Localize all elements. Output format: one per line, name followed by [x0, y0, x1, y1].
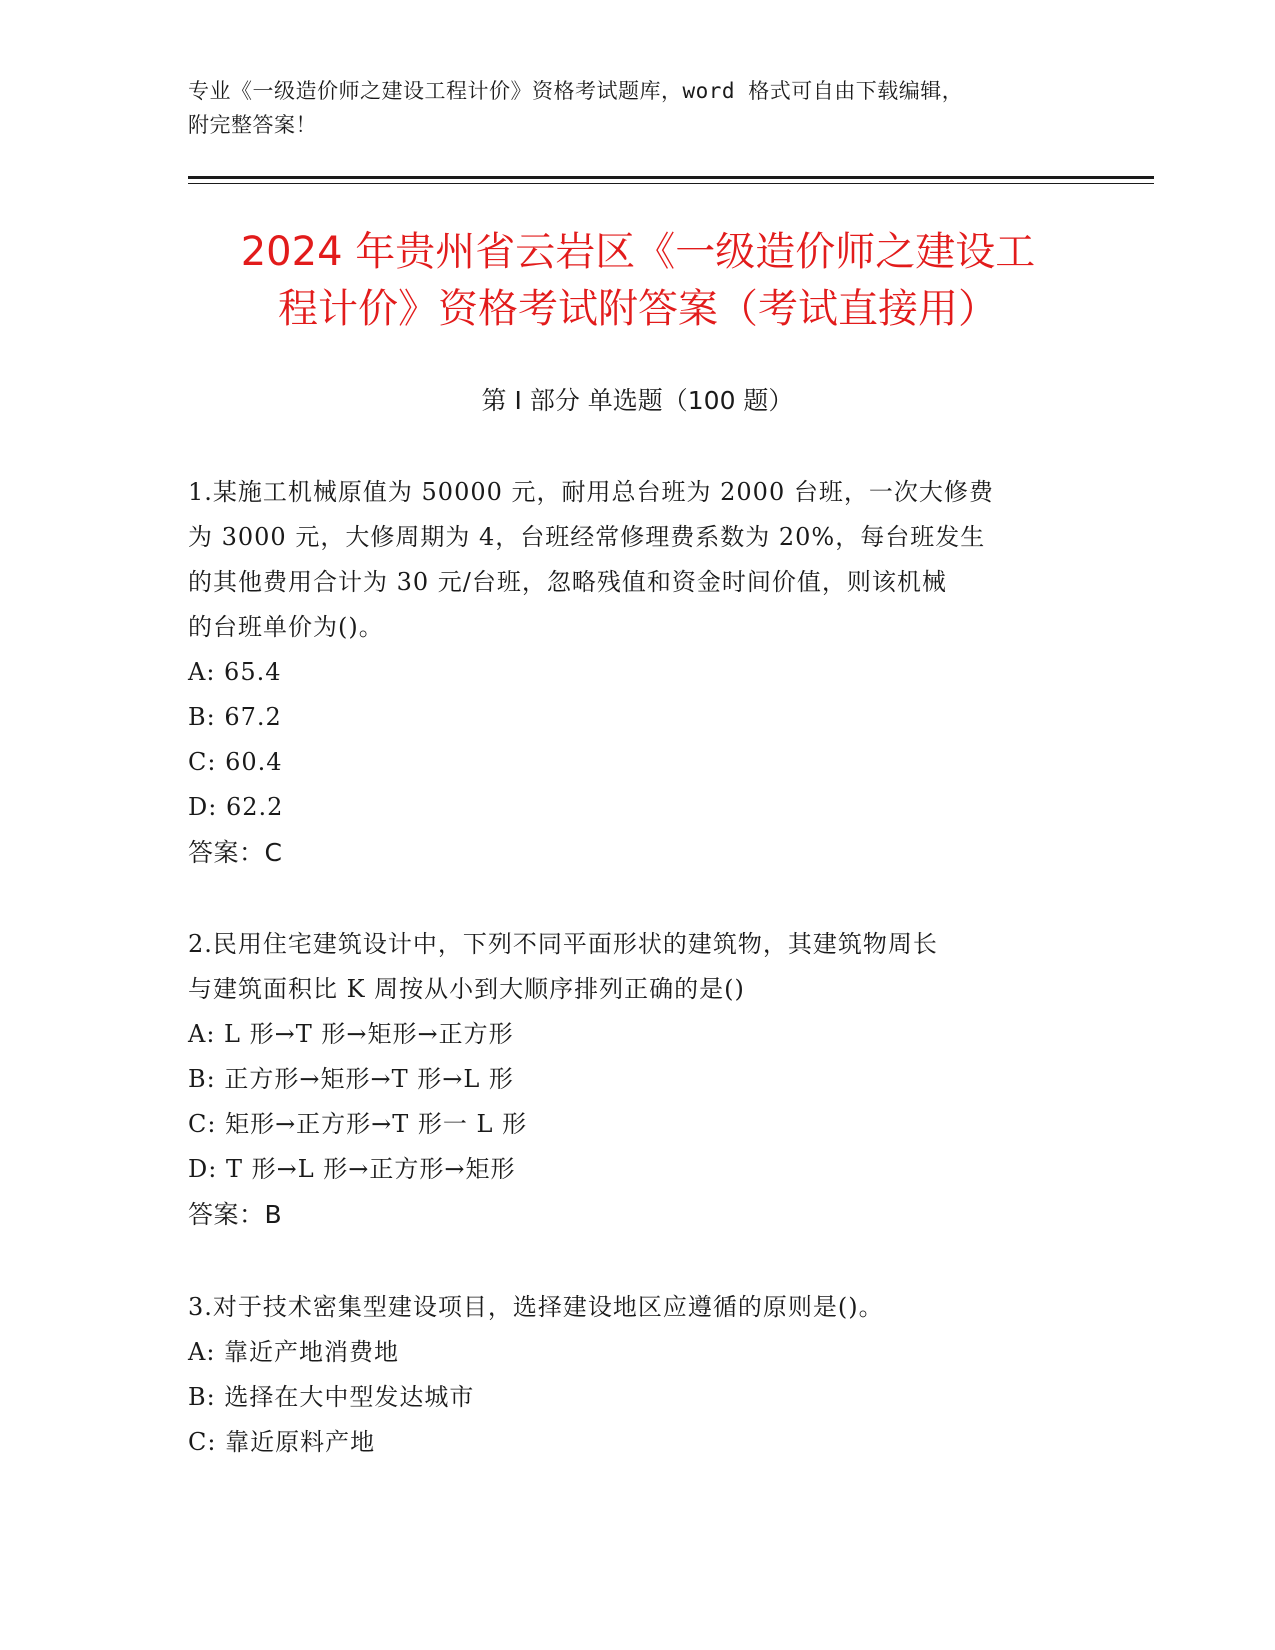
answer: 答案：C: [188, 838, 283, 867]
header-note-line1: 专业《一级造价师之建设工程计价》资格考试题库，word 格式可自由下载编辑，: [188, 79, 964, 103]
question-stem-line: 为 3000 元，大修周期为 4，台班经常修理费系数为 20%，每台班发生: [188, 523, 986, 551]
option-b: B: 67.2: [188, 703, 282, 731]
question-stem-line: 与建筑面积比 K 周按从小到大顺序排列正确的是(): [188, 975, 745, 1003]
option-c: C: 矩形→正方形→T 形一 L 形: [188, 1110, 528, 1138]
header-note-line2: 附完整答案！: [188, 113, 317, 137]
question-2: [188, 922, 1068, 1237]
header-divider-thin: [188, 183, 1154, 184]
document-title-line1: 2024 年贵州省云岩区《一级造价师之建设工: [240, 229, 1036, 275]
header-divider-thick: [188, 176, 1154, 179]
option-b: B: 选择在大中型发达城市: [188, 1383, 475, 1411]
option-d: D: T 形→L 形→正方形→矩形: [188, 1155, 516, 1183]
header-note: [188, 74, 1088, 142]
question-3: [188, 1285, 1068, 1465]
question-stem-line: 3.对于技术密集型建设项目，选择建设地区应遵循的原则是()。: [188, 1293, 884, 1321]
question-stem-line: 的台班单价为()。: [188, 613, 384, 641]
question-stem-line: 2.民用住宅建筑设计中，下列不同平面形状的建筑物，其建筑物周长: [188, 930, 938, 958]
option-c: C: 60.4: [188, 748, 283, 776]
question-stem-line: 的其他费用合计为 30 元/台班，忽略残值和资金时间价值，则该机械: [188, 568, 947, 596]
document-title-line2: 程计价》资格考试附答案（考试直接用）: [278, 286, 998, 332]
option-a: A: 65.4: [188, 658, 282, 686]
option-a: A: L 形→T 形→矩形→正方形: [188, 1020, 514, 1048]
document-title: [188, 224, 1088, 338]
question-stem-line: 1.某施工机械原值为 50000 元，耐用总台班为 2000 台班，一次大修费: [188, 478, 994, 506]
question-1: [188, 470, 1068, 875]
option-a: A: 靠近产地消费地: [188, 1338, 400, 1366]
option-c: C: 靠近原料产地: [188, 1428, 376, 1456]
option-d: D: 62.2: [188, 793, 284, 821]
section-title: 第 I 部分 单选题（100 题）: [481, 386, 794, 415]
answer: 答案：B: [188, 1200, 283, 1229]
option-b: B: 正方形→矩形→T 形→L 形: [188, 1065, 514, 1093]
